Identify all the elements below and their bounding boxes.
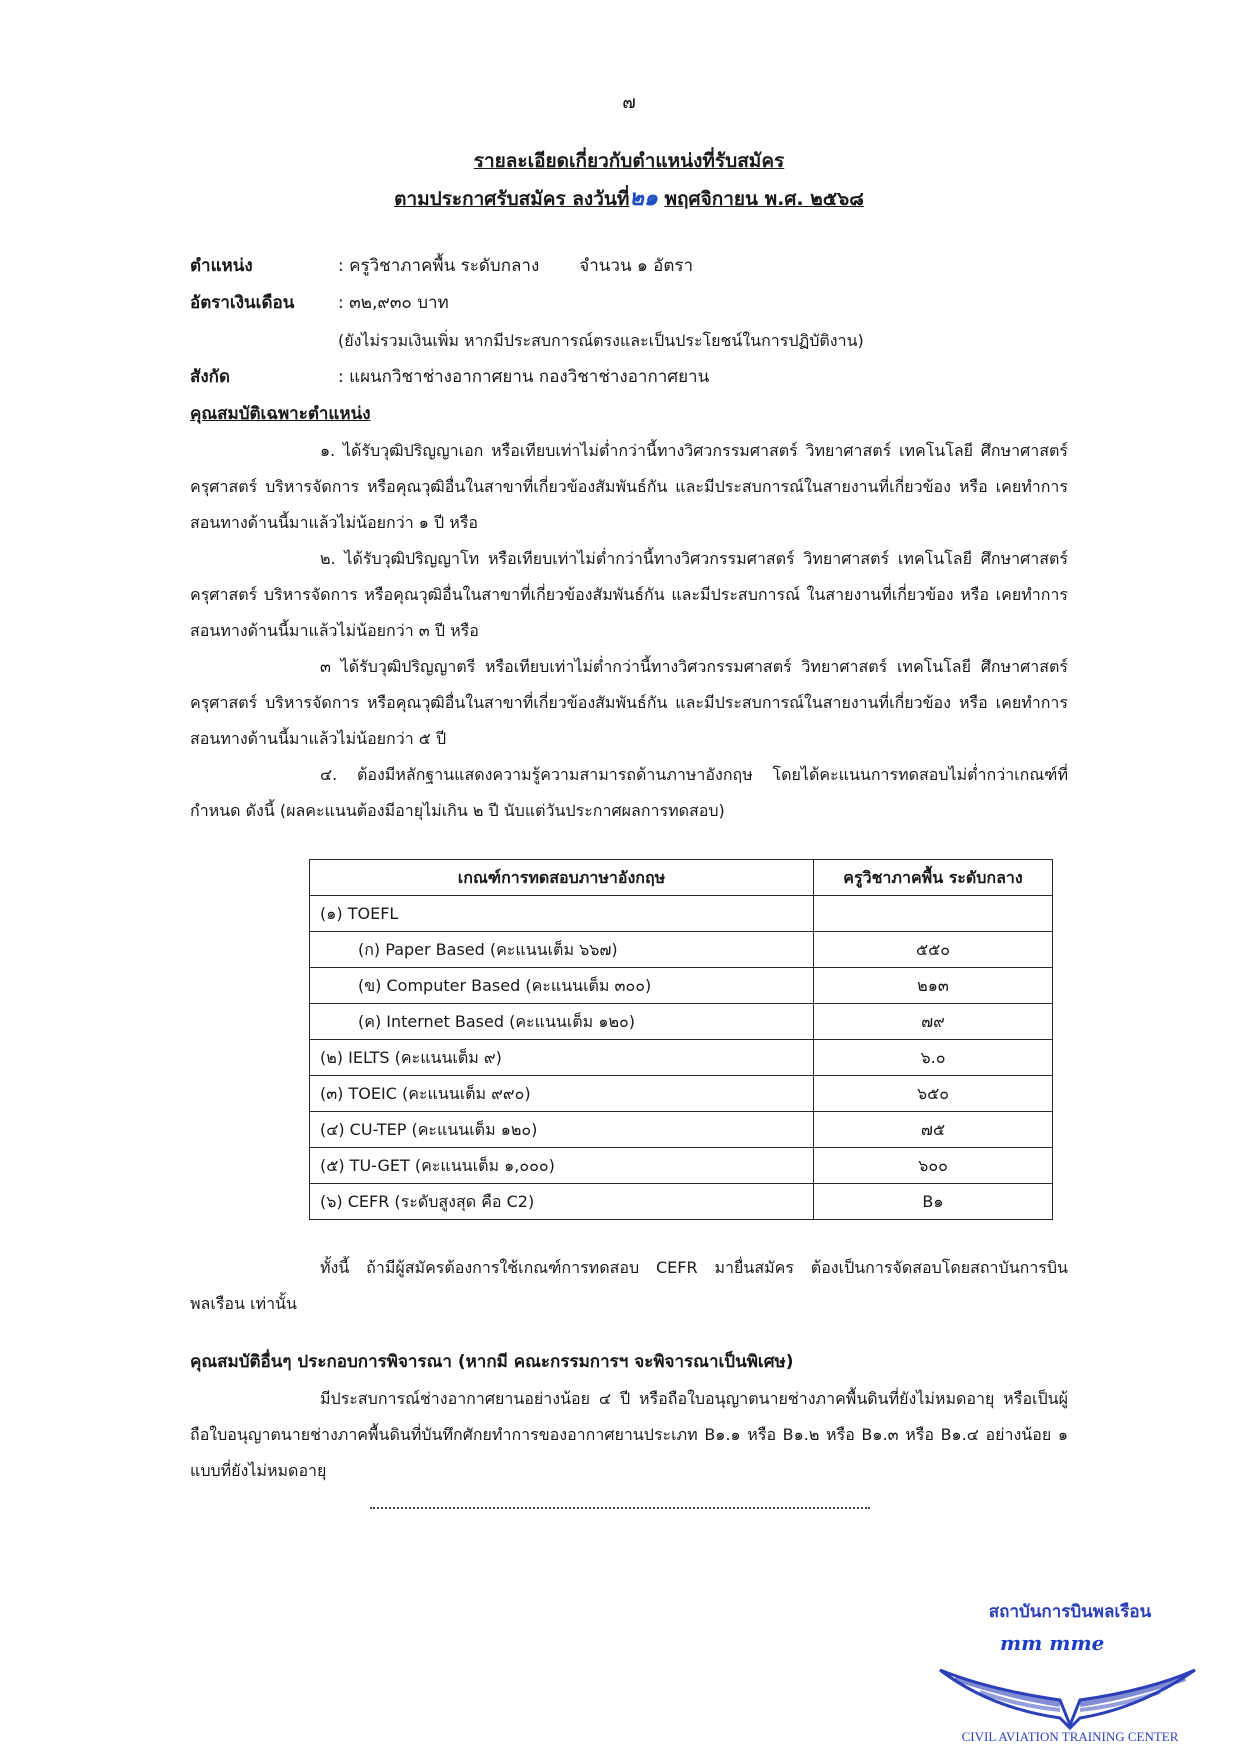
stamp-thai-text: สถาบันการบินพลเรือน	[988, 1602, 1152, 1622]
salary-note: (ยังไม่รวมเงินเพิ่ม หากมีประสบการณ์ตรงและเป็นประโยชน์ในการปฏิบัติงาน)	[338, 331, 864, 350]
document-body	[190, 90, 1068, 1509]
score-cell: ๗๕	[814, 1112, 1053, 1148]
table-header-row	[310, 860, 1053, 896]
qualification-item: ๑. ได้รับวุฒิปริญญาเอก หรือเทียบเท่าไม่ต่ำกว่านี้ทางวิศวกรรมศาสตร์ วิทยาศาสตร์ เทคโนโลยี ศึกษาศาสตร์ ครุศาสตร์ บริหารจัดการ หรือคุณวุฒิอื่นในสาขาที่เกี่ยวข้องสัมพันธ์กัน และมีประสบการณ์ในสายงานที่เกี่ยวข้อง หรือ เคยทำการสอนทางด้านนี้มาแล้วไม่น้อยกว่า ๑ ปี หรือ	[190, 441, 1068, 532]
position-row	[190, 248, 1068, 285]
salary-row	[190, 285, 1068, 322]
affiliation-label: สังกัด	[190, 367, 231, 387]
qualification-item: ๓ ได้รับวุฒิปริญญาตรี หรือเทียบเท่าไม่ต่ำกว่านี้ทางวิศวกรรมศาสตร์ วิทยาศาสตร์ เทคโนโลยี ศึกษาศาสตร์ ครุศาสตร์ บริหารจัดการ หรือคุณวุฒิอื่นในสาขาที่เกี่ยวข้องสัมพันธ์กัน และมีประสบการณ์ในสายงานที่เกี่ยวข้อง หรือ เคยทำการสอนทางด้านนี้มาแล้วไม่น้อยกว่า ๕ ปี	[190, 657, 1068, 748]
other-qualifications-text: มีประสบการณ์ช่างอากาศยานอย่างน้อย ๔ ปี หรือถือใบอนุญาตนายช่างภาคพื้นดินที่ยังไม่หมดอายุ หรือเป็นผู้ถือใบอนุญาตนายช่างภาคพื้นดินที่บันทึกศักยทำการของอากาศยานประเภท B๑.๑ หรือ B๑.๒ หรือ B๑.๓ หรือ B๑.๔ อย่างน้อย ๑ แบบที่ยังไม่หมดอายุ	[190, 1389, 1068, 1480]
title-line-2-prefix: ตามประกาศรับสมัคร ลงวันที่	[394, 188, 630, 210]
position-label: ตำแหน่ง	[190, 256, 253, 276]
qualifications-heading	[190, 396, 1068, 433]
position-count: จำนวน ๑ อัตรา	[579, 256, 694, 276]
table-row	[310, 1076, 1053, 1112]
other-qualifications-heading: คุณสมบัติอื่นๆ ประกอบการพิจารณา (หากมี คณะกรรมการฯ จะพิจารณาเป็นพิเศษ)	[190, 1352, 794, 1372]
qualifications-heading-text: คุณสมบัติเฉพาะตำแหน่ง	[190, 404, 371, 424]
document-title	[190, 142, 1068, 180]
criterion-cell: (๕) TU-GET (คะแนนเต็ม ๑,๐๐๐)	[310, 1148, 814, 1184]
official-stamp	[930, 1600, 1200, 1750]
affiliation-row	[190, 359, 1068, 396]
stamp-caption: CIVIL AVIATION TRAINING CENTER	[961, 1729, 1179, 1744]
title-line-1: รายละเอียดเกี่ยวกับตำแหน่งที่รับสมัคร	[473, 150, 785, 172]
score-cell: ๖.๐	[814, 1040, 1053, 1076]
title-line-2-suffix: พฤศจิกายน พ.ศ. ๒๕๖๘	[664, 188, 864, 210]
handwritten-signature: mm mme	[1000, 1631, 1105, 1655]
table-row	[310, 1040, 1053, 1076]
cefr-note: ทั้งนี้ ถ้ามีผู้สมัครต้องการใช้เกณฑ์การทดสอบ CEFR มายื่นสมัคร ต้องเป็นการจัดสอบโดยสถาบันการบินพลเรือน เท่านั้น	[190, 1258, 1068, 1313]
score-cell: ๒๑๓	[814, 968, 1053, 1004]
table-header-criterion: เกณฑ์การทดสอบภาษาอังกฤษ	[310, 860, 814, 896]
criterion-cell: (๖) CEFR (ระดับสูงสุด คือ C2)	[310, 1184, 814, 1220]
criterion-cell: (ข) Computer Based (คะแนนเต็ม ๓๐๐)	[310, 968, 814, 1004]
handwritten-day: ๒๑	[629, 186, 658, 211]
score-cell: ๖๐๐	[814, 1148, 1053, 1184]
salary-value: : ๓๒,๙๓๐ บาท	[338, 293, 449, 313]
qualification-item: ๔. ต้องมีหลักฐานแสดงความรู้ความสามารถด้านภาษาอังกฤษ โดยได้คะแนนการทดสอบไม่ต่ำกว่าเกณฑ์ที่กำหนด ดังนี้ (ผลคะแนนต้องมีอายุไม่เกิน ๒ ปี นับแต่วันประกาศผลการทดสอบ)	[190, 765, 1068, 820]
table-row	[310, 1004, 1053, 1040]
criterion-cell: (ก) Paper Based (คะแนนเต็ม ๖๖๗)	[310, 932, 814, 968]
score-cell: ๕๕๐	[814, 932, 1053, 968]
score-cell: ๖๕๐	[814, 1076, 1053, 1112]
document-titles	[190, 142, 1068, 218]
table-row	[310, 1148, 1053, 1184]
table-row	[310, 896, 1053, 932]
page-number: ๗	[622, 92, 636, 113]
table-row	[310, 932, 1053, 968]
criterion-cell: (๔) CU-TEP (คะแนนเต็ม ๑๒๐)	[310, 1112, 814, 1148]
criterion-cell: (๒) IELTS (คะแนนเต็ม ๙)	[310, 1040, 814, 1076]
criterion-cell: (๓) TOEIC (คะแนนเต็ม ๙๙๐)	[310, 1076, 814, 1112]
affiliation-value: : แผนกวิชาช่างอากาศยาน กองวิชาช่างอากาศยาน	[338, 367, 710, 387]
table-row	[310, 1112, 1053, 1148]
table-header-position: ครูวิชาภาคพื้น ระดับกลาง	[814, 860, 1053, 896]
document-subtitle	[190, 180, 1068, 218]
english-criteria-table	[309, 859, 1053, 1220]
position-value: : ครูวิชาภาคพื้น ระดับกลาง	[338, 256, 540, 276]
criterion-cell: (ค) Internet Based (คะแนนเต็ม ๑๒๐)	[310, 1004, 814, 1040]
score-cell	[814, 896, 1053, 932]
signature-dotted-line	[370, 1507, 870, 1509]
qualification-item: ๒. ได้รับวุฒิปริญญาโท หรือเทียบเท่าไม่ต่ำกว่านี้ทางวิศวกรรมศาสตร์ วิทยาศาสตร์ เทคโนโลยี ศึกษาศาสตร์ ครุศาสตร์ บริหารจัดการ หรือคุณวุฒิอื่นในสาขาที่เกี่ยวข้องสัมพันธ์กัน และมีประสบการณ์ ในสายงานที่เกี่ยวข้อง หรือ เคยทำการสอนทางด้านนี้มาแล้วไม่น้อยกว่า ๓ ปี หรือ	[190, 549, 1068, 640]
score-cell: ๗๙	[814, 1004, 1053, 1040]
criterion-cell: (๑) TOEFL	[310, 896, 814, 932]
table-row	[310, 1184, 1053, 1220]
score-cell: B๑	[814, 1184, 1053, 1220]
salary-label: อัตราเงินเดือน	[190, 293, 295, 313]
table-row	[310, 968, 1053, 1004]
